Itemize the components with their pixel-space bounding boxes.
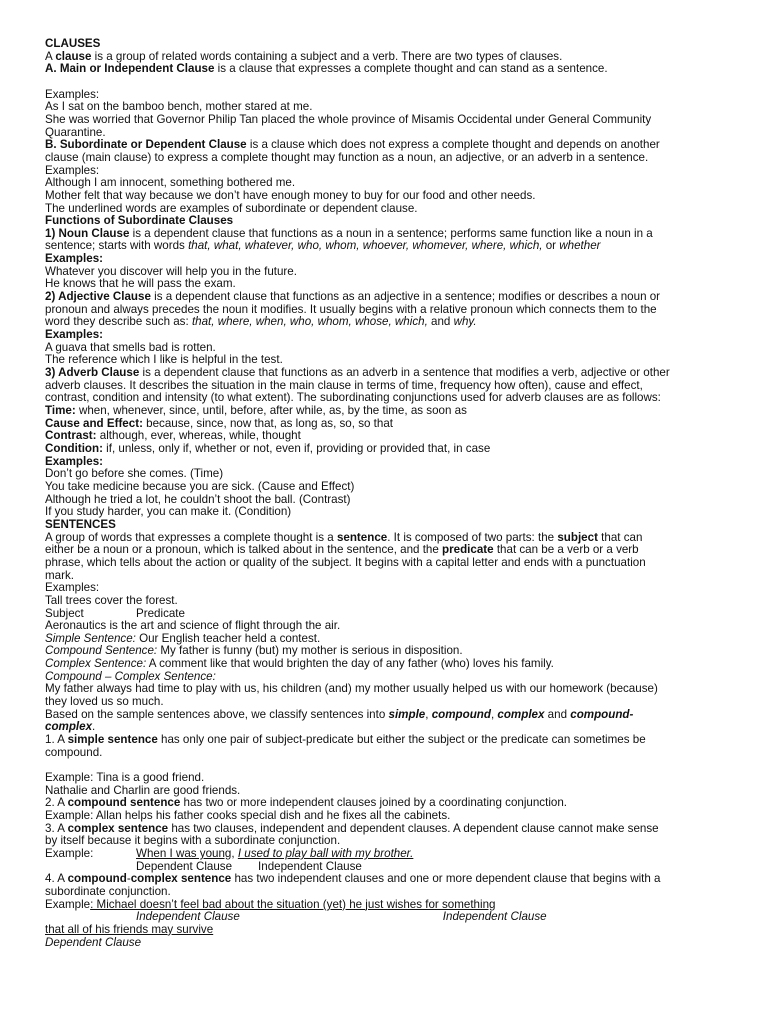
simple-sentence-definition: 1. A simple sentence has only one pair of subject-predicate but either the subject or the predicate can sometimes be — [45, 733, 646, 747]
functions-heading: Functions of Subordinate Clauses — [45, 214, 234, 228]
sentences-intro-cont: mark. — [45, 568, 74, 582]
clauses-heading: CLAUSES — [45, 37, 101, 50]
compound-complex-label: Compound – Complex Sentence: — [45, 669, 216, 683]
complex-sentence-definition-cont: by itself because it begins with a subordinate conjunction. — [45, 834, 341, 848]
adjective-clause-definition-cont: word they describe such as: that, where, when, who, whom, whose, which, and why. — [45, 315, 477, 329]
predicate-label: Predicate — [136, 606, 185, 620]
compound-complex-definition-cont: subordinate conjunction. — [45, 884, 171, 898]
subordinate-clause-definition: B. Subordinate or Dependent Clause is a clause which does not express a complete thought and depends on another — [45, 138, 660, 152]
examples-label: Examples: — [45, 252, 103, 266]
example-sentence: Tall trees cover the forest. — [45, 593, 178, 607]
example-sentence: She was worried that Governor Philip Tan placed the whole province of Misamis Occidental under General Community — [45, 112, 652, 126]
conjunctions-contrast: Contrast: although, ever, whereas, while, thought — [45, 429, 301, 443]
compound-complex-example: Example: Michael doesn’t feel bad about the situation (yet) he just wishes for something — [45, 897, 496, 911]
examples-label: Examples: — [45, 87, 100, 101]
main-clause-definition: A. Main or Independent Clause is a clause that expresses a complete thought and can stand as a sentence. — [45, 62, 608, 76]
example-sentence: Nathalie and Charlin are good friends. — [45, 783, 241, 797]
adjective-clause-definition-cont: pronoun and always precedes the noun it modifies. It usually begins with a relative pronoun which connects them to the — [45, 302, 657, 316]
example-sentence: they loved us so much. — [45, 695, 164, 709]
complex-sentence-example: Complex Sentence: A comment like that would brighten the day of any father (who) loves his family. — [45, 657, 554, 671]
noun-clause-definition: 1) Noun Clause is a dependent clause that functions as a noun in a sentence; performs same function like a noun in a — [45, 226, 653, 240]
example-sentence: Quarantine. — [45, 125, 106, 139]
example-sentence: As I sat on the bamboo bench, mother stared at me. — [45, 100, 313, 114]
classification-text: Based on the sample sentences above, we classify sentences into simple, compound, complex and compound- — [45, 707, 634, 721]
independent-clause-text: I used to play ball with my brother. — [237, 846, 414, 860]
independent-clause-label: Independent Clause — [258, 859, 362, 873]
adverb-clause-definition: 3) Adverb Clause is a dependent clause that functions as an adverb in a sentence that modifies a verb, adjective or other — [45, 366, 670, 380]
compound-sentence-definition: 2. A compound sentence has two or more independent clauses joined by a coordinating conjunction. — [45, 796, 568, 810]
noun-clause-definition-cont: sentence; starts with words that, what, whatever, who, whom, whoever, whomever, where, which, or whether — [45, 239, 601, 253]
example-sentence: Example: Allan helps his father cooks special dish and he fixes all the cabinets. — [45, 809, 451, 822]
subordinate-clause-definition-cont: clause (main clause) to express a complete thought may function as a noun, an adjective, or an adverb in a sentence. — [45, 150, 649, 164]
classification-text-cont: complex. — [45, 720, 96, 734]
example-sentence: A guava that smells bad is rotten. — [45, 340, 216, 354]
example-sentence: Mother felt that way because we don’t have enough money to buy for our food and other needs. — [45, 188, 536, 202]
dependent-clause-label: Dependent Clause — [136, 859, 233, 873]
independent-clause-label: Independent Clause — [442, 910, 547, 924]
sentences-intro: A group of words that expresses a complete thought is a sentence. It is composed of two parts: the subject that can — [45, 530, 643, 544]
complex-example-line: Example: When I was young, I used to play ball with my brother. — [45, 846, 414, 860]
examples-label: Examples: — [45, 328, 103, 342]
independent-clause-label: Independent Clause — [136, 910, 240, 924]
complex-sentence-definition: 3. A complex sentence has two clauses, independent and dependent clauses. A dependent clause cannot make sense — [45, 821, 659, 835]
sentences-heading: SENTENCES — [45, 517, 116, 531]
clauses-intro: A clause is a group of related words containing a subject and a verb. There are two types of clauses. — [45, 49, 563, 63]
example-sentence: If you study harder, you can make it. (Condition) — [45, 505, 292, 519]
example-sentence: He knows that he will pass the exam. — [45, 277, 236, 291]
conjunctions-condition: Condition: if, unless, only if, whether or not, even if, providing or provided that, in case — [45, 441, 491, 455]
adverb-clause-definition-cont: adverb clauses. It describes the situation in the main clause in terms of time, frequency how often), cause and effect, — [45, 378, 643, 392]
examples-label: Examples: — [45, 581, 100, 595]
sentences-intro-cont: either be a noun or a pronoun, which is talked about in the sentence, and the predicate that can be a verb or a verb — [45, 543, 639, 557]
example-sentence: Aeronautics is the art and science of flight through the air. — [45, 619, 341, 633]
example-sentence: Although he tried a lot, he couldn’t shoot the ball. (Contrast) — [45, 492, 351, 506]
example-sentence: My father always had time to play with us, his children (and) my mother usually helped us with our homework (because) — [45, 682, 658, 696]
example-sentence: Whatever you discover will help you in the future. — [45, 264, 297, 278]
dependent-clause-text: When I was young — [136, 846, 232, 860]
subordinate-note: The underlined words are examples of subordinate or dependent clause. — [45, 201, 418, 215]
examples-label: Examples: — [45, 454, 103, 468]
example-sentence: Although I am innocent, something bothered me. — [45, 176, 296, 190]
example-sentence: Don’t go before she comes. (Time) — [45, 467, 224, 481]
sentences-intro-cont: phrase, which tells about the action or quality of the subject. It begins with a capital letter and ends with a punctuation — [45, 555, 646, 569]
compound-sentence-example: Compound Sentence: My father is funny (but) my mother is serious in disposition. — [45, 644, 463, 658]
adverb-clause-definition-cont: contrast, condition and intensity (to what extent). The subordinating conjunctions used for adverb clauses are as follows: — [45, 391, 661, 405]
compound-complex-definition: 4. A compound-complex sentence has two independent clauses and one or more dependent clause that begins with a — [45, 872, 661, 886]
subject-label: Subject — [45, 606, 84, 620]
example-sentence: The reference which I like is helpful in the test. — [45, 353, 283, 367]
adjective-clause-definition: 2) Adjective Clause is a dependent clause that functions as an adjective in a sentence; modifies or describes a noun or — [45, 290, 661, 304]
dependent-clause-label: Dependent Clause — [45, 935, 142, 949]
conjunctions-cause: Cause and Effect: because, since, now that, as long as, so, so that — [45, 416, 393, 430]
example-sentence: You take medicine because you are sick. (Cause and Effect) — [45, 479, 355, 493]
simple-sentence-example: Simple Sentence: Our English teacher held a contest. — [45, 631, 321, 645]
compound-complex-example-cont: that all of his friends may survive — [45, 922, 214, 936]
conjunctions-time: Time: when, whenever, since, until, before, after while, as, by the time, as soon as — [45, 404, 467, 418]
example-sentence: Example: Tina is a good friend. — [45, 771, 205, 785]
simple-sentence-definition-cont: compound. — [45, 745, 103, 759]
examples-label: Examples: — [45, 163, 100, 177]
